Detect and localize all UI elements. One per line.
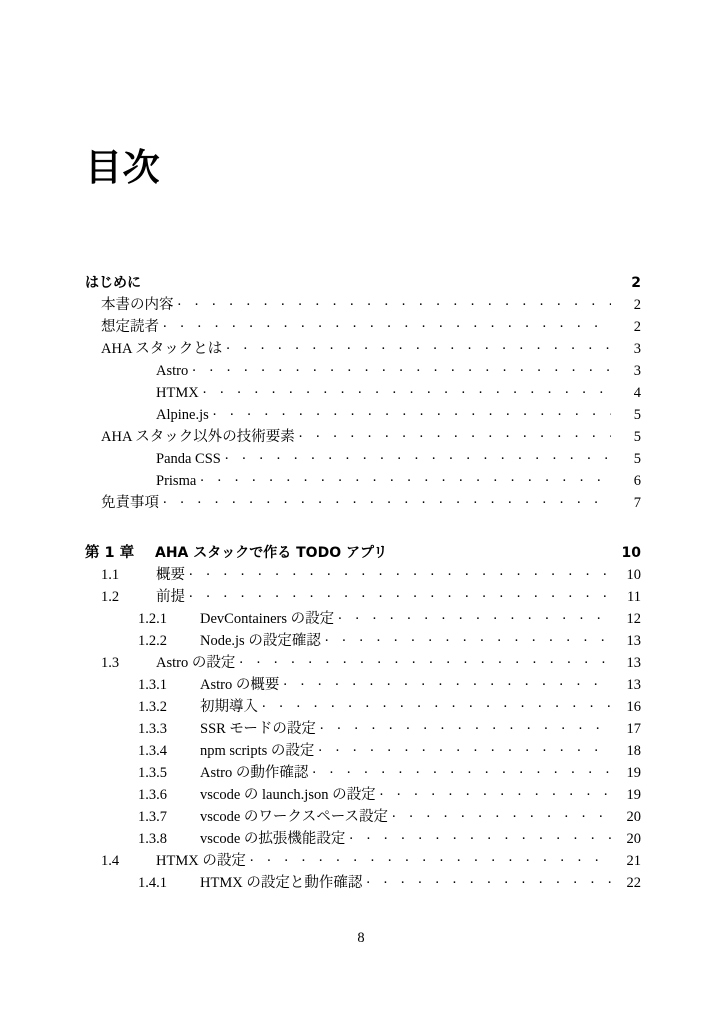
toc-entry-label: 概要: [156, 567, 185, 583]
toc-dot-leader: [226, 339, 611, 353]
toc-entry-page-number: 13: [626, 655, 641, 671]
footer-page-number: 8: [357, 930, 365, 946]
toc-dot-leader: [203, 383, 611, 397]
toc-entry-label: Astro の動作確認: [200, 765, 309, 781]
toc-entry-page-number: 20: [626, 809, 641, 825]
toc-entry-label: HTMX: [156, 385, 199, 401]
toc-entry[interactable]: [85, 564, 641, 586]
toc-entry-number: 1.3.7: [138, 809, 167, 825]
toc-entry-number: 1.2: [101, 589, 120, 605]
toc-dot-leader: [262, 697, 611, 711]
toc-entry[interactable]: [85, 492, 641, 514]
toc-entry-label: Astro: [156, 363, 189, 379]
page-title: 目次: [85, 146, 160, 189]
toc-entry-label: Astro の概要: [200, 677, 280, 693]
toc-entry[interactable]: [85, 470, 641, 492]
toc-dot-leader: [283, 675, 611, 689]
toc-entry-page-number: 3: [633, 341, 641, 357]
toc-entry[interactable]: [85, 652, 641, 674]
toc-entry-label: Alpine.js: [156, 407, 209, 423]
toc-entry-label: 想定読者: [101, 319, 159, 335]
toc-entry-label: vscode の拡張機能設定: [200, 831, 346, 847]
toc-entry[interactable]: [85, 718, 641, 740]
toc-entry-page-number: 13: [626, 677, 641, 693]
toc-entry-label: SSR モードの設定: [200, 721, 316, 737]
toc-dot-leader: [299, 427, 611, 441]
toc-entry-label: 本書の内容: [101, 297, 174, 313]
toc-entry-page-number: 4: [633, 385, 641, 401]
toc-entry-label: Astro の設定: [156, 655, 236, 671]
toc-dot-leader: [145, 273, 611, 287]
toc-entry[interactable]: [85, 762, 641, 784]
toc-entry-page-number: 16: [626, 699, 641, 715]
toc-entry-number: 1.3.8: [138, 831, 167, 847]
toc-entry-page-number: 10: [621, 545, 641, 561]
toc-entry[interactable]: [85, 872, 641, 894]
toc-entry[interactable]: [85, 696, 641, 718]
toc-entry-label: AHA スタックとは: [101, 341, 223, 357]
toc-entry-page-number: 5: [633, 407, 641, 423]
toc-entry-page-number: 22: [626, 875, 641, 891]
toc-dot-leader: [213, 405, 611, 419]
toc-entry[interactable]: [85, 338, 641, 360]
toc-entry-label: DevContainers の設定: [200, 611, 335, 627]
toc-dot-leader: [192, 361, 611, 375]
toc-entry-number: 1.3.2: [138, 699, 167, 715]
toc-dot-leader: [189, 565, 611, 579]
toc-entry-page-number: 13: [626, 633, 641, 649]
toc-entry-number: 1.3.5: [138, 765, 167, 781]
toc-entry[interactable]: [85, 828, 641, 850]
toc-entry[interactable]: [85, 272, 641, 294]
toc-entry[interactable]: [85, 740, 641, 762]
toc-entry[interactable]: [85, 806, 641, 828]
toc-entry[interactable]: [85, 542, 641, 564]
toc-entry-page-number: 11: [627, 589, 641, 605]
toc-entry-page-number: 2: [633, 297, 641, 313]
toc-entry-label: vscode の launch.json の設定: [200, 787, 376, 803]
toc-entry-number: 1.3.4: [138, 743, 167, 759]
toc-dot-leader: [312, 763, 611, 777]
toc-dot-leader: [163, 493, 611, 507]
toc-entry-number: 1.2.1: [138, 611, 167, 627]
toc-entry[interactable]: [85, 294, 641, 316]
toc-entry[interactable]: [85, 850, 641, 872]
toc-entry-page-number: 12: [626, 611, 641, 627]
toc-entry-number: 1.3.3: [138, 721, 167, 737]
toc-entry-page-number: 7: [633, 495, 641, 511]
toc-dot-leader: [349, 829, 611, 843]
toc-entry[interactable]: [85, 674, 641, 696]
toc-entry-label: Node.js の設定確認: [200, 633, 321, 649]
toc-entry[interactable]: [85, 784, 641, 806]
toc-entry-page-number: 10: [626, 567, 641, 583]
toc-entry-label: vscode のワークスペース設定: [200, 809, 389, 825]
toc-entry-page-number: 2: [631, 275, 641, 291]
toc-entry-page-number: 18: [626, 743, 641, 759]
toc-list: [85, 272, 641, 894]
toc-entry-page-number: 6: [633, 473, 641, 489]
toc-dot-leader: [163, 317, 611, 331]
toc-entry[interactable]: [85, 360, 641, 382]
toc-entry-page-number: 19: [626, 787, 641, 803]
toc-entry-number: 1.4.1: [138, 875, 167, 891]
toc-dot-leader: [391, 543, 611, 557]
toc-entry[interactable]: [85, 316, 641, 338]
toc-entry-number: 1.3.6: [138, 787, 167, 803]
toc-entry-page-number: 20: [626, 831, 641, 847]
toc-entry[interactable]: [85, 608, 641, 630]
toc-entry-number: 第 1 章: [85, 545, 135, 561]
toc-entry-page-number: 17: [626, 721, 641, 737]
toc-entry-page-number: 21: [626, 853, 641, 869]
toc-entry-label: AHA スタック以外の技術要素: [101, 429, 295, 445]
toc-dot-leader: [366, 873, 611, 887]
toc-dot-leader: [338, 609, 611, 623]
toc-dot-leader: [239, 653, 611, 667]
toc-entry-number: 1.3.1: [138, 677, 167, 693]
toc-entry-label: HTMX の設定: [156, 853, 246, 869]
toc-entry-label: AHA スタックで作る TODO アプリ: [155, 545, 388, 561]
toc-entry-page-number: 19: [626, 765, 641, 781]
toc-dot-leader: [189, 587, 611, 601]
toc-entry-label: Panda CSS: [156, 451, 221, 467]
toc-dot-leader: [200, 471, 611, 485]
toc-entry-label: 免責事項: [101, 495, 159, 511]
toc-entry-label: npm scripts の設定: [200, 743, 315, 759]
toc-entry-label: はじめに: [85, 275, 141, 291]
toc-entry-page-number: 2: [633, 319, 641, 335]
toc-entry[interactable]: [85, 404, 641, 426]
toc-entry-page-number: 5: [633, 429, 641, 445]
toc-dot-leader: [225, 449, 611, 463]
toc-entry-number: 1.1: [101, 567, 120, 583]
toc-dot-leader: [392, 807, 611, 821]
toc-dot-leader: [318, 741, 611, 755]
toc-entry[interactable]: [85, 448, 641, 470]
toc-dot-leader: [325, 631, 611, 645]
toc-entry-page-number: 3: [633, 363, 641, 379]
toc-entry[interactable]: [85, 630, 641, 652]
toc-entry-number: 1.2.2: [138, 633, 167, 649]
toc-entry-number: 1.3: [101, 655, 120, 671]
toc-dot-leader: [178, 295, 612, 309]
toc-entry-label: 前提: [156, 589, 185, 605]
toc-dot-leader: [320, 719, 611, 733]
toc-entry-page-number: 5: [633, 451, 641, 467]
toc-entry-label: 初期導入: [200, 699, 258, 715]
toc-entry-label: HTMX の設定と動作確認: [200, 875, 363, 891]
toc-dot-leader: [380, 785, 611, 799]
toc-entry-number: 1.4: [101, 853, 120, 869]
toc-entry-label: Prisma: [156, 473, 197, 489]
toc-dot-leader: [250, 851, 611, 865]
toc-entry[interactable]: [85, 382, 641, 404]
toc-entry[interactable]: [85, 426, 641, 448]
toc-entry[interactable]: [85, 586, 641, 608]
